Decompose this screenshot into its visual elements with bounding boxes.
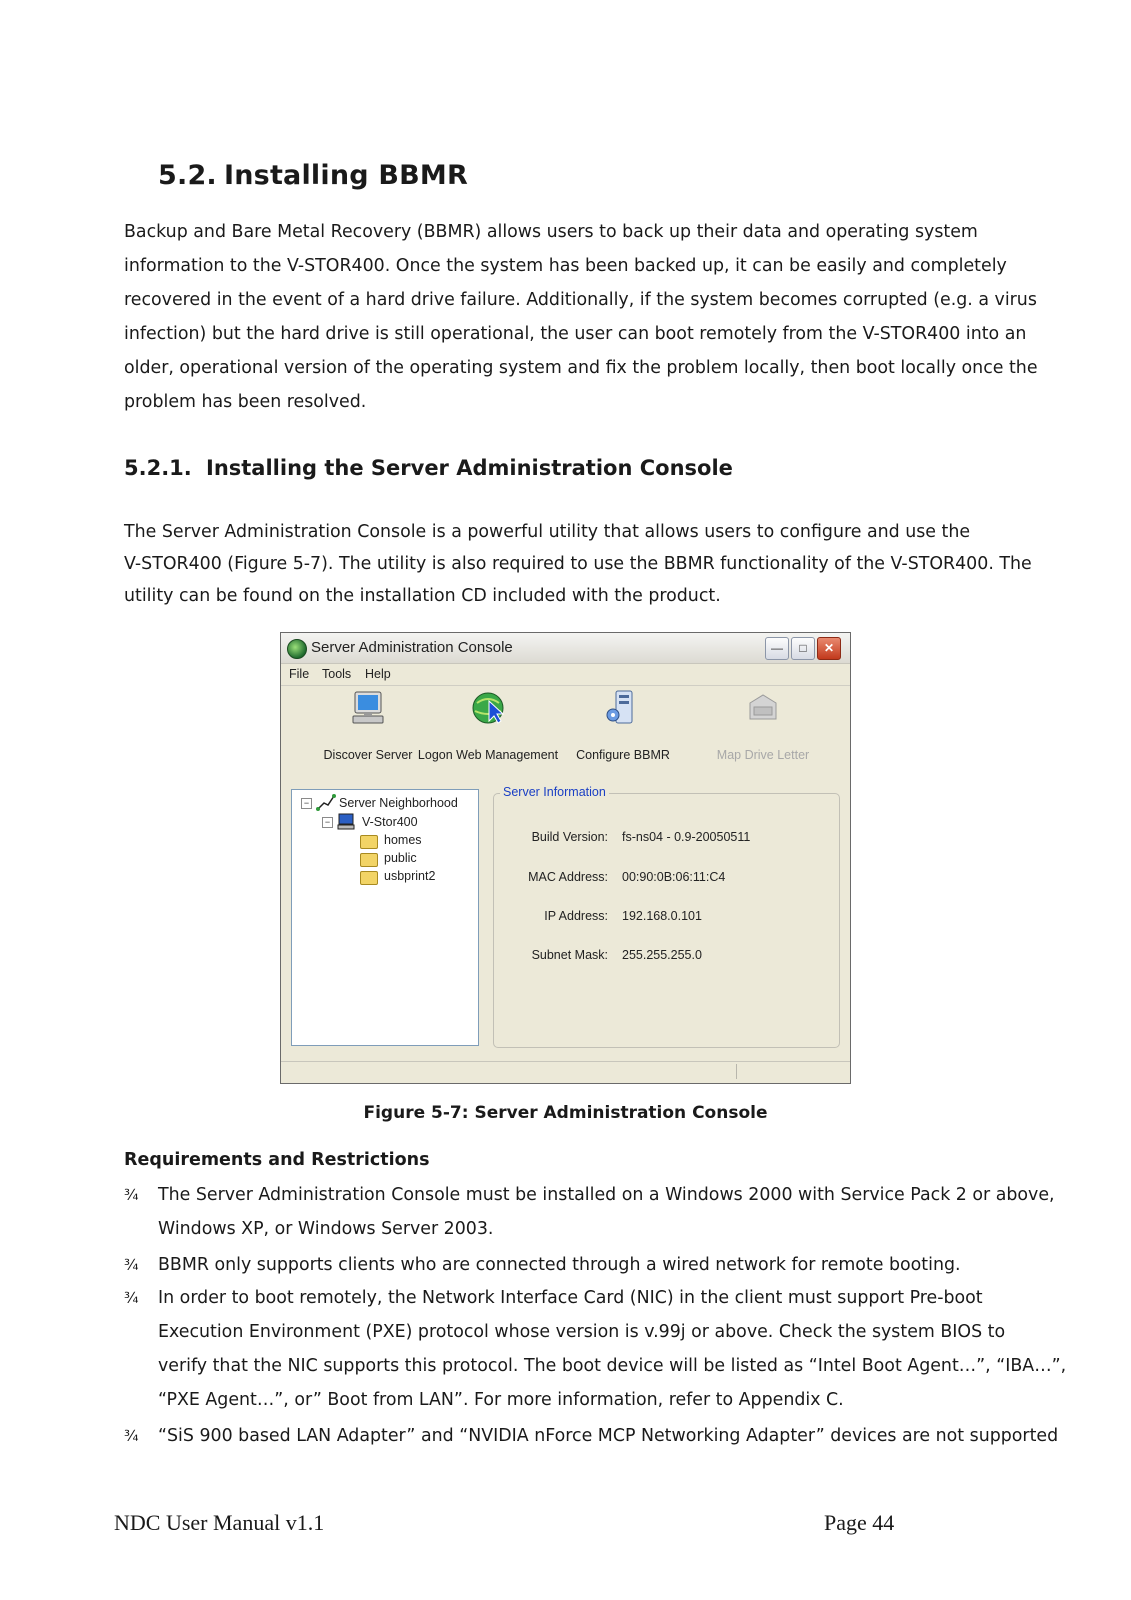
globe-cursor-icon	[469, 689, 507, 727]
footer-page-number: Page 44	[824, 1510, 895, 1535]
tree-share-label[interactable]: homes	[384, 833, 422, 847]
footer-manual-title: NDC User Manual v1.1	[114, 1510, 325, 1535]
bullet-mark: ¾	[124, 1186, 139, 1204]
toolbar-label: Map Drive Letter	[716, 748, 810, 762]
console-line: utility can be found on the installation CD included with the product.	[124, 586, 721, 606]
intro-line: infection) but the hard drive is still operational, the user can boot remotely from the V-STOR400 into an	[124, 324, 1027, 344]
toolbar-label: Configure BBMR	[576, 748, 670, 762]
subsection-number: 5.2.1.	[124, 456, 192, 480]
intro-line: older, operational version of the operating system and fix the problem locally, then boot locally once the	[124, 358, 1038, 378]
app-globe-icon	[287, 639, 307, 659]
subsection-heading	[124, 456, 733, 480]
bullet-mark: ¾	[124, 1256, 139, 1274]
menu-file[interactable]: File	[289, 667, 310, 681]
menu-help[interactable]: Help	[365, 667, 391, 681]
bullet-mark: ¾	[124, 1289, 139, 1307]
menu-bar	[281, 663, 850, 686]
build-version-label: Build Version:	[531, 830, 608, 844]
shared-folder-icon	[360, 871, 378, 885]
requirement-line: In order to boot remotely, the Network Interface Card (NIC) in the client must support Pre-boot	[158, 1288, 983, 1308]
tree-share-label[interactable]: usbprint2	[384, 869, 436, 883]
section-title: Installing BBMR	[224, 160, 468, 191]
close-icon[interactable]: ✕	[817, 637, 841, 660]
intro-line: recovered in the event of a hard drive failure. Additionally, if the system becomes corrupted (e.g. a virus	[124, 290, 1037, 310]
tree-server-label[interactable]: V-Stor400	[362, 815, 418, 829]
server-tree[interactable]	[291, 789, 479, 1046]
console-paragraph	[124, 516, 1032, 612]
menu-tools[interactable]: Tools	[322, 667, 352, 681]
requirement-line: “PXE Agent…”, or” Boot from LAN”. For more information, refer to Appendix C.	[158, 1390, 844, 1410]
collapse-icon[interactable]: −	[322, 817, 333, 828]
subnet-mask-value: 255.255.255.0	[622, 948, 702, 962]
console-line: V-STOR400 (Figure 5-7). The utility is also required to use the BBMR functionality of the V-STOR400. The	[124, 554, 1032, 574]
requirement-line: “SiS 900 based LAN Adapter” and “NVIDIA nForce MCP Networking Adapter” devices are not supported	[158, 1426, 1059, 1446]
intro-line: problem has been resolved.	[124, 392, 367, 412]
status-bar	[281, 1061, 850, 1082]
bullet-mark: ¾	[124, 1427, 139, 1445]
window-title: Server Administration Console	[311, 639, 513, 656]
requirement-item	[124, 1419, 1059, 1453]
minimize-icon[interactable]: —	[765, 637, 789, 660]
shared-folder-icon	[360, 835, 378, 849]
configure-bbmr-icon	[604, 689, 642, 727]
tree-root-label[interactable]: Server Neighborhood	[339, 796, 458, 810]
configure-bbmr-button[interactable]	[563, 689, 683, 769]
section-heading	[158, 160, 468, 191]
mac-address-label: MAC Address:	[528, 870, 608, 884]
requirement-line: The Server Administration Console must be installed on a Windows 2000 with Service Pack 2 or above,	[158, 1185, 1055, 1205]
requirement-item	[124, 1178, 1055, 1246]
intro-line: Backup and Bare Metal Recovery (BBMR) allows users to back up their data and operating system	[124, 222, 978, 242]
collapse-icon[interactable]: −	[301, 798, 312, 809]
console-window-screenshot	[280, 632, 851, 1084]
subnet-mask-label: Subnet Mask:	[531, 948, 608, 962]
section-number: 5.2.	[158, 160, 217, 191]
requirement-line: BBMR only supports clients who are connected through a wired network for remote booting.	[158, 1255, 961, 1275]
requirement-item	[124, 1248, 1004, 1282]
shared-folder-icon	[360, 853, 378, 867]
map-drive-letter-button[interactable]	[703, 689, 823, 769]
status-divider	[736, 1064, 737, 1079]
toolbar-label: Discover Server	[323, 748, 413, 762]
requirement-line: Execution Environment (PXE) protocol whose version is v.99j or above. Check the system BIOS to	[158, 1322, 1006, 1342]
intro-paragraph	[124, 215, 1038, 419]
requirement-line: Windows XP, or Windows Server 2003.	[158, 1219, 494, 1239]
logon-web-management-button[interactable]	[417, 689, 559, 769]
console-line: The Server Administration Console is a powerful utility that allows users to configure and use the	[124, 522, 971, 542]
server-information-group	[493, 785, 840, 1048]
ip-address-label: IP Address:	[544, 909, 608, 923]
ip-address-value: 192.168.0.101	[622, 909, 702, 923]
discover-server-button[interactable]	[303, 689, 433, 769]
build-version-value: fs-ns04 - 0.9-20050511	[622, 830, 751, 844]
server-computer-icon	[337, 812, 355, 830]
network-icon	[316, 793, 336, 811]
group-title: Server Information	[500, 785, 609, 799]
subsection-title: Installing the Server Administration Console	[206, 456, 733, 480]
map-drive-icon	[744, 689, 782, 727]
mac-address-value: 00:90:0B:06:11:C4	[622, 870, 726, 884]
requirements-heading: Requirements and Restrictions	[124, 1150, 430, 1170]
monitor-icon	[349, 689, 387, 727]
intro-line: information to the V-STOR400. Once the system has been backed up, it can be easily and completely	[124, 256, 1007, 276]
window-titlebar	[281, 633, 850, 664]
maximize-icon[interactable]: □	[791, 637, 815, 660]
toolbar-label: Logon Web Management	[417, 748, 559, 762]
tree-share-label[interactable]: public	[384, 851, 417, 865]
figure-caption: Figure 5-7: Server Administration Console	[363, 1103, 768, 1123]
requirement-line: verify that the NIC supports this protocol. The boot device will be listed as “Intel Boot Agent…”, “IBA…”,	[158, 1356, 1067, 1376]
requirement-item	[124, 1281, 1067, 1417]
